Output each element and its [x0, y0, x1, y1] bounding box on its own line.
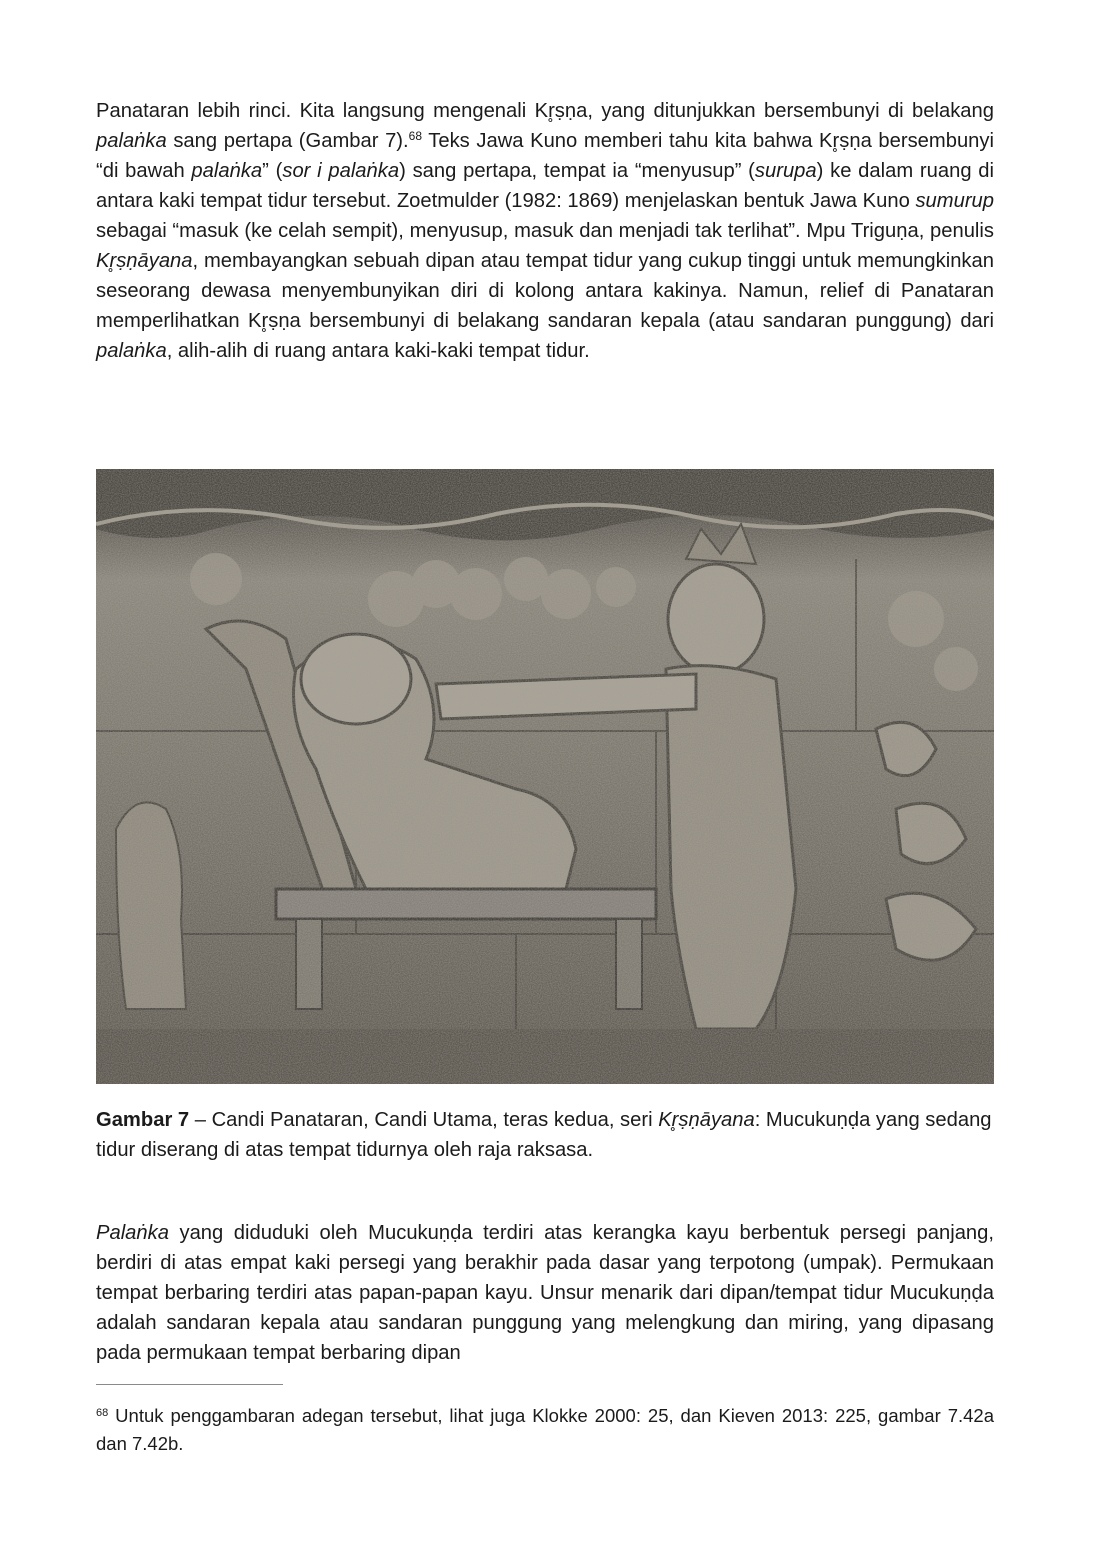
- italic-term: Kr̥ṣṇāyana: [96, 250, 193, 272]
- italic-term: sumurup: [915, 190, 994, 212]
- italic-term: palaṅka: [96, 130, 167, 152]
- paragraph-2: [96, 1218, 994, 1368]
- footnote-text: Untuk penggambaran adegan tersebut, lihat juga Klokke 2000: 25, dan Kieven 2013: 225, gambar 7.42a dan 7.42b.: [96, 1405, 994, 1454]
- footnote-reference[interactable]: 68: [408, 129, 422, 143]
- caption-label: Gambar 7: [96, 1109, 190, 1131]
- relief-photograph: [96, 469, 994, 1084]
- text-run: – Candi Panataran, Candi Utama, teras kedua, seri: [189, 1109, 659, 1131]
- footnote-divider: [96, 1384, 283, 1385]
- stone-texture: [96, 469, 994, 1084]
- text-run: Panataran lebih rinci. Kita langsung mengenali Kr̥ṣṇa, yang ditunjukkan bersembunyi di belakang: [96, 100, 994, 122]
- footnote: [96, 1402, 994, 1458]
- stone-relief-illustration: [96, 469, 994, 1084]
- text-run: , membayangkan sebuah dipan atau tempat tidur yang cukup tinggi untuk memungkinkan seseorang dewasa menyembunyikan diri di kolong antara kakinya. Namun, relief di Panataran memperlihatkan Kr̥ṣṇa bersembunyi di belakang sandaran kepala (atau sandaran punggung) dari: [96, 250, 994, 332]
- text-run: ) ke dalam ruang di antara kaki tempat tidur tersebut. Zoetmulder (1982: 1869) menjelaskan bentuk Jawa Kuno: [96, 160, 995, 212]
- text-run: ” (: [262, 160, 283, 182]
- text-run: Teks Jawa Kuno memberi tahu kita bahwa Kr̥ṣṇa bersembunyi “di bawah: [96, 130, 994, 182]
- italic-term: Palaṅka: [96, 1222, 169, 1244]
- text-run: sebagai “masuk (ke celah sempit), menyusup, masuk dan menjadi tak terlihat”. Mpu Triguṇa, penulis: [96, 220, 994, 242]
- footnote-number: 68: [96, 1407, 109, 1419]
- text-run: ) sang pertapa, tempat ia “menyusup” (: [399, 160, 755, 182]
- italic-term: Kr̥ṣṇāyana: [658, 1109, 755, 1131]
- text-run: sang pertapa (Gambar 7).: [166, 130, 409, 152]
- text-run: : Mucukuṇḍa yang sedang tidur diserang di atas tempat tidurnya oleh raja raksasa.: [96, 1109, 992, 1161]
- body-text-bottom: [96, 1218, 994, 1368]
- text-run: , alih-alih di ruang antara kaki-kaki tempat tidur.: [166, 340, 590, 362]
- italic-term: palaṅka: [191, 160, 263, 182]
- italic-term: palaṅka: [96, 340, 167, 362]
- italic-term: surupa: [754, 160, 817, 182]
- paragraph-1: [96, 96, 994, 366]
- figure-caption: [96, 1105, 994, 1165]
- text-run: yang diduduki oleh Mucukuṇḍa terdiri atas kerangka kayu berbentuk persegi panjang, berdiri di atas empat kaki persegi yang berakhir pada dasar yang terpotong (umpak). Permukaan tempat berbaring terdiri atas papan-papan kayu. Unsur menarik dari dipan/tempat tidur Mucukuṇḍa adalah sandaran kepala atau sandaran punggung yang melengkung dan miring, yang dipasang pada permukaan tempat berbaring dipan: [96, 1222, 994, 1364]
- body-text-top: [96, 96, 994, 366]
- italic-term: sor i palaṅka: [282, 160, 400, 182]
